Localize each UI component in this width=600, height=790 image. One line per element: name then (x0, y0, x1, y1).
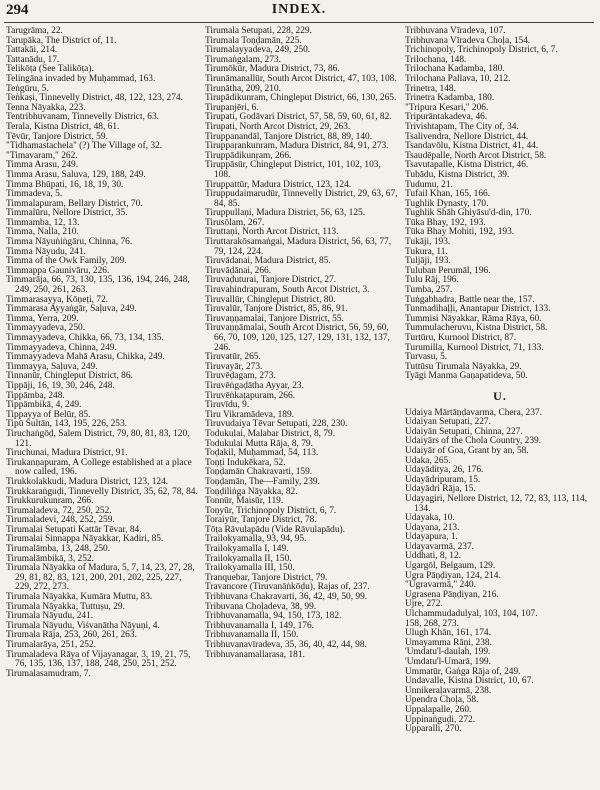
index-entry: Tirumōkūr, Madura District, 73, 86. (205, 64, 340, 75)
index-entry: Tribhuvanamalla I, 149, 176. (205, 620, 315, 631)
index-entry: Trailokyamalla III, 150. (205, 563, 295, 574)
index-entry: Tiruchunai, Madura District, 91. (6, 448, 128, 459)
index-entry: Trailokyamalla II, 150. (205, 553, 292, 564)
index-entry: Tiruttarakōsamaṅgai, Madura District, 56, 63, 77, 79, 124, 224. (205, 237, 392, 257)
index-column-left (6, 27, 198, 679)
index-entry: Tiruvatūr, 265. (205, 352, 261, 363)
index-entry: Turtūru, Kurnool District, 87. (405, 333, 517, 343)
index-entry: Timmayyadeva, Chinna, 249. (6, 342, 117, 353)
index-entry: Udayaka, 10. (405, 513, 455, 524)
index-entry: Tumba, 257. (405, 285, 453, 296)
index-entry: Tippāmba, 248. (6, 390, 65, 401)
section-heading-u: U. (493, 388, 507, 403)
index-entry: Tiruvādanai, Madura District, 85. (205, 256, 331, 267)
index-entry: Tuttūsu Tirumala Nāyakka, 29. (405, 361, 522, 372)
index-entry: Tsaudēpalle, North Arcot District, 58. (405, 150, 547, 161)
index-entry: Tribhuvana Chakravarti, 36, 42, 49, 50, 99. (205, 592, 368, 603)
index-entry: Telikōṭa (See Talikōṭa). (6, 64, 94, 75)
index-entry: Tippāmbikā, 4, 249. (6, 400, 82, 411)
index-entry: Timmayyadeva, Chikka, 66, 73, 134, 135. (6, 333, 164, 343)
index-entry: Timma Nāyudu, 241. (6, 246, 86, 257)
index-entry: Timmadeva, 5. (6, 189, 63, 200)
index-entry: Toṇḍamān Chakravarti, 159. (205, 467, 313, 478)
index-entry: Tulu Rāj, 196. (405, 275, 459, 286)
index-entry: Timmamba, 12, 13. (6, 217, 80, 228)
index-entry: Tirukanṇapuram, A College established at a place now called, 196. (6, 457, 192, 478)
index-entry: Tirumala Nāyudu, 241. (6, 611, 94, 622)
index-entry: Tiruppattūr, Madura District, 123, 124. (205, 179, 352, 190)
index-entry: Tonnūr, Maisūr, 119. (205, 496, 284, 507)
index-entry: Tiruvēṅgaḍātha Ayyar, 23. (205, 380, 304, 391)
index-entry: Tsalivendra, Nellore District, 44. (405, 131, 529, 142)
index-entry: Udayavarmā, 237. (405, 541, 474, 552)
index-entry: Tukura, 11. (405, 246, 448, 257)
index-entry: Tribhuvanamalla II, 150. (205, 630, 299, 641)
index-entry: Tsavutapalle, Kistna District, 46. (405, 160, 529, 171)
index-entry: Tudumu, 21. (405, 179, 453, 190)
index-entry: Tyāgi Manma Gaṇapatideva, 50. (405, 371, 528, 382)
index-entry: Udayagiri, Nellore District, 12, 72, 83, 113, 114, 134. (405, 493, 588, 514)
index-entry: Tripurāntakadeva, 46. (405, 112, 488, 123)
index-entry: Tuljāji, 193. (405, 256, 451, 267)
index-entry: Teṅkaṣi, Tinnevelly District, 48, 122, 123, 274. (6, 93, 183, 104)
index-entry: Tirumala Rāja, 253, 260, 261, 263. (6, 630, 137, 641)
index-entry: Tribhuvanamallarasa, 181. (205, 649, 305, 660)
index-entry: Ugra Pāṇḍiyan, 124, 214. (405, 570, 501, 581)
index-entry: Tentribhuvanam, Tinnevelly District, 63. (6, 112, 159, 123)
index-entry: "Tripura Kesari," 206. (405, 102, 489, 113)
index-entry: Toraiyūr, Tanjore District, 78. (205, 515, 317, 526)
index-entry: Tiruvayār, 273. (205, 361, 263, 372)
index-entry: Tirumala Setupati, 228, 229. (205, 26, 312, 36)
index-entry: Tirumalai Setupati Kattār Tēvar, 84. (6, 524, 142, 535)
index-entry: Tirukkaraṅguḍi, Tinnevelly District, 35, 62, 78, 84. (6, 486, 198, 497)
index-entry: 'Umdatu'l-Umarā, 199. (405, 657, 491, 667)
index-entry: Tribhuvanamalla, 94, 150, 173, 182. (205, 611, 342, 622)
index-entry: Tirumalayyadeva, 249, 250. (205, 45, 311, 56)
index-entry: Tirupati, Godāvari District, 57, 58, 59, 60, 61, 82. (205, 112, 392, 123)
index-entry: Tiruttaṇi, North Arcot District, 113. (205, 227, 339, 238)
index-entry: Tiruvaṇṇamalai, Tanjore District, 55. (205, 313, 344, 324)
index-entry: Timmalapuram, Bellary District, 70. (6, 198, 143, 209)
page-title: INDEX. (271, 2, 327, 17)
index-entry: Tribhuvana Vīradeva Choḷa, 154. (405, 35, 531, 46)
index-entry: Timmayyadeva Mahā Arasu, Chikka, 249. (6, 352, 165, 363)
index-entry: Uppalapalle, 260. (405, 704, 472, 715)
index-entry: Todukulai, Malabar District, 8, 79. (205, 428, 336, 439)
index-entry: Tiruppāsūr, Chingleput District, 101, 102, 103, 108. (205, 160, 381, 180)
index-entry: 'Umdatu'l-daulah, 199. (405, 647, 491, 658)
index-entry: Timma, Nalla, 210. (6, 227, 79, 238)
index-entry: Tinnanūr, Chingleput District, 86. (6, 371, 133, 382)
index-entry: Tūka Bhay, 192, 193. (405, 217, 486, 228)
index-entry: Terala, Kistna District, 48, 61. (6, 121, 120, 132)
index-column-middle (205, 27, 398, 660)
index-entry: "Tidhamastachela" (?) The Village of, 32. (6, 141, 163, 152)
index-entry: Tughlik Dynasty, 170. (405, 198, 489, 209)
index-entry: Timma of the Owk Family, 209. (6, 256, 127, 267)
index-entry: Timmalūru, Nellore District, 35. (6, 208, 128, 219)
index-entry: Tirumalāmba, 13, 248, 250. (6, 544, 111, 555)
index-entry: Tirupādikunram, Chingleput District, 66, 130, 265. (205, 93, 397, 104)
index-entry: Tirumaladeva Rāya of Vijayanagar, 3, 19, 21, 75, 76, 135, 136, 137, 188, 248, 250, 251, 252. (6, 649, 191, 670)
index-entry: Tirumala Nāyakka, Kumāra Muttu, 83. (6, 592, 153, 603)
index-entry: Udaiyān Setupati, Chinna, 227. (405, 426, 523, 437)
index-entry: Timmappa Gaunivāru, 226. (6, 265, 110, 276)
index-entry: Trilochana, 148. (405, 54, 467, 65)
index-entry: Toṇṭi Indukēkara, 52. (205, 457, 286, 468)
index-entry: Tippāji, 16, 19, 30, 246, 248. (6, 380, 115, 391)
index-entry: Umayamma Rāṇi, 238. (405, 637, 492, 648)
index-entry: Tirumala Toṇḍamān, 225. (205, 35, 302, 46)
index-entry: Tirumala Nāyakka of Madura, 5, 7, 14, 23, 27, 28, 29, 81, 82, 83, 121, 200, 201, 202, 225, 227, 229, 272, 273. (6, 563, 195, 593)
index-entry: Toḍakil, Muḥammad, 54, 113. (205, 448, 319, 459)
index-entry: Undavalle, Kistna District, 10, 67. (405, 676, 534, 687)
index-entry: Uddhati, 8, 12. (405, 551, 461, 562)
index-entry: Ujre, 272. (405, 599, 443, 610)
index-entry: Tiruppādikunṛam, 266. (205, 150, 292, 161)
index-entry: Udayāditya, 26, 176. (405, 465, 484, 476)
index-entry: Trailokyamalla, 93, 94, 95. (205, 534, 307, 545)
index-entry: Tōṭa Rāvulapādu (Vide Rāvulapādu). (205, 524, 346, 535)
index-entry: Toṇḍamān, The—Family, 239. (205, 476, 320, 487)
index-entry: Tunmadihaḷḷi, Anantapur District, 133. (405, 304, 551, 315)
index-entry: Timmarasa Ayyaṅgār, Saḷuva, 249. (6, 304, 137, 315)
index-entry: Tirukkolakkudi, Madura District, 123, 124. (6, 476, 169, 487)
index-entry: "Timavaram," 262. (6, 150, 78, 161)
index-entry: Toṇḍiliṅga Nāyakka, 82. (205, 486, 298, 497)
index-entry: Tarugrāma, 22. (6, 26, 63, 36)
index-entry: Tiruvahindrapuram, South Arcot District, 3. (205, 285, 370, 296)
index-entry: Tiruchaṅgōḍ, Salem District, 79, 80, 81, 83, 120, 121. (6, 428, 190, 449)
index-entry: Timmarasayya, Kōṇeṭi, 72. (6, 294, 108, 305)
index-entry: Tirumalasamudram, 7. (6, 668, 91, 679)
index-entry: Timma Nāyuṅiṅgāru, Chinna, 76. (6, 237, 133, 248)
index-entry: Tirumala Nāyudu, Viśvanātha Nāyuṇi, 4. (6, 620, 160, 631)
index-entry: Timma Arasu, 249. (6, 160, 79, 171)
index-entry: Toṇyūr, Trichinopoly District, 6, 7. (205, 505, 337, 516)
index-entry: Ummatūr, Gaṅga Rāja of, 249. (405, 666, 521, 677)
index-entry: Tippayya of Belūr, 85. (6, 409, 91, 420)
index-entry: Tummisi Nāyakkar, Rāma Rāya, 60. (405, 313, 542, 324)
index-entry: Tiruvēṅkaṭapuram, 266. (205, 390, 296, 401)
index-entry: Tenna Nāyakka, 223. (6, 102, 86, 113)
index-entry: Tirumaṅgalam, 273. (205, 54, 281, 65)
index-entry: Trivishtapam, The City of, 34. (405, 121, 519, 132)
index-entry: Udaiyārs of the Chola Country, 239. (405, 436, 542, 447)
index-entry: Tiruppullaṇi, Madura District, 56, 63, 125. (205, 208, 366, 219)
index-entry: Tiruvāḍānai, 266. (205, 265, 272, 276)
index-entry: Ulugh Khān, 161, 174. (405, 628, 491, 639)
index-entry: Tiruppudaimarudūr, Tinnevelly District, 29, 63, 67, 84, 85. (205, 189, 398, 209)
index-entry: Udaiyan Setupati, 227. (405, 417, 491, 428)
index-entry: Tsandavōlu, Kistna District, 41, 44. (405, 141, 539, 152)
index-entry: Tubādu, Kistna District, 39. (405, 169, 510, 180)
index-entry: Trilochana Pallava, 10, 212. (405, 73, 511, 84)
index-entry: Tirunāmanallūr, South Arcot District, 47, 103, 108. (205, 73, 397, 84)
index-entry: Ulchammudadulyal, 103, 104, 107. (405, 609, 538, 620)
index-entry: Trailokyamalla I, 149. (205, 544, 289, 555)
index-entry: Tirumaladevi, 248, 252, 259. (6, 515, 115, 526)
index-entry: Todukulai Mutta Rāja, 8, 79. (205, 438, 313, 449)
index-entry: Tiruvīdu, 9. (205, 400, 250, 411)
index-entry: Timma Bhūpati, 16, 18, 19, 30. (6, 179, 124, 190)
index-entry: Tukāji, 193. (405, 237, 451, 248)
index-entry: Unnikeraḷavarmā, 238. (405, 685, 492, 696)
index-entry: Timmayya, Saḷuva, 249. (6, 361, 98, 372)
index-entry: Tirunātha, 209, 210. (205, 83, 281, 94)
index-entry: Tirumalarāya, 251, 252. (6, 640, 97, 650)
index-entry: Tranquebar, Tanjore District, 79. (205, 572, 328, 583)
index-entry: Uppinaṅguḍi, 272. (405, 714, 476, 725)
index-entry: Tattanādu, 17. (6, 54, 60, 65)
index-entry: Ugrasena Pāṇḍiyan, 216. (405, 589, 499, 600)
index-entry: Upparalli, 270. (405, 724, 462, 735)
index-entry: Tufail Khan, 165, 166. (405, 189, 491, 200)
index-entry: Trinetra Kadamba, 180. (405, 93, 495, 104)
index-entry: Tarupāka, The District of, 11. (6, 35, 117, 46)
index-entry: Tuṅgabhadra, Battle near the, 157. (405, 294, 535, 305)
index-entry: Tuluban Perumāl, 196. (405, 265, 491, 276)
index-entry: Timmarāja, 66, 73, 130, 135, 136, 194, 246, 248, 249, 250, 261, 263. (6, 275, 190, 296)
index-entry: Udaka, 265. (405, 455, 451, 466)
index-entry: Tirumalāmbikā, 3, 252. (6, 553, 94, 564)
index-entry: Tribuvana Choḷadeva, 38, 99. (205, 601, 317, 612)
index-entry: Trilochana Kadamba, 180. (405, 64, 505, 75)
index-entry: Trichinopoly, Trichinopoly District, 6, 7. (405, 45, 558, 56)
index-entry: 158, 268, 273. (405, 618, 459, 629)
index-entry: Tiruvalūr, Tanjore District, 85, 86, 91. (205, 304, 348, 315)
index-entry: Tiruvudaiya Tēvar Setupati, 228, 230. (205, 419, 348, 430)
index-entry: Tiruvēḍagam, 273. (205, 371, 276, 382)
index-entry: Turumilla, Kurnool District, 71, 133. (405, 342, 544, 353)
index-entry: Tummulacheruvu, Kistna District, 58. (405, 323, 548, 334)
index-entry: Tēvūr, Tanjore District, 59. (6, 131, 108, 142)
index-entry: Timma Arasu, Saluva, 129, 188, 249. (6, 169, 146, 180)
index-entry: Tirupati, North Arcot District, 29, 263. (205, 121, 351, 132)
index-entry: Tirukkurukunram, 266. (6, 496, 94, 507)
index-entry: Udayādri Rāja, 15. (405, 484, 476, 495)
index-entry: Tūka Bhay Mohiti, 192, 193. (405, 227, 515, 238)
index-entry: Timma, Yerra, 209. (6, 313, 79, 324)
page-number: 294 (6, 2, 29, 18)
index-entry: Tiruvaḍuturai, Tanjore District, 27. (205, 275, 337, 286)
index-entry: Trinetra, 148. (405, 83, 456, 94)
index-entry: Tirumaladeva, 72, 250, 252. (6, 505, 112, 516)
index-entry: Tipū Sultān, 143, 195, 226, 253. (6, 419, 128, 430)
index-entry: Tirumala Nāyakka, Tuttuṣu, 29. (6, 601, 125, 612)
index-entry: Udayapura, 1. (405, 532, 458, 543)
index-entry: Upendra Choḷa, 58. (405, 695, 479, 706)
index-column-right (405, 27, 595, 735)
index-entry: Udayana, 213. (405, 522, 460, 533)
index-entry: Travancore (Tiruvanāṅkōḍu), Rajas of, 237. (205, 582, 370, 593)
index-entry: Udaiya Mārtāṇḍavarma, Chera, 237. (405, 407, 542, 418)
index-entry: Turvasu, 5. (405, 352, 448, 363)
index-entry: Timmayyadeva, 250. (6, 323, 86, 334)
index-entry: Telingāna invaded by Muḥammad, 163. (6, 73, 156, 84)
index-entry: Tirumalai Sinnappa Nāyakkar, Kadiri, 85. (6, 534, 164, 545)
index-entry: Udayādripuram, 15. (405, 474, 481, 485)
index-entry: Teṅgūru, 5. (6, 83, 49, 94)
page-header (6, 2, 592, 18)
index-entry: Tiruvaṇṇāmalai, South Arcot District, 56, 59, 60, 66, 70, 109, 120, 125, 127, 129, 131, 132, 137, 246. (205, 323, 390, 353)
index-entry: Tiruppanandāl, Tanjore District, 88, 89, 140. (205, 131, 373, 142)
index-entry: Tribhuvana Vīradeva, 107. (405, 26, 506, 36)
index-entry: Ugargōl, Belgaum, 129. (405, 561, 496, 572)
index-entry: "Ugravarmā," 240. (405, 580, 476, 591)
index-entry: Tiruppaṛankunram, Madura District, 84, 91, 273. (205, 141, 389, 152)
index-entry: Tiruvallūr, Chingleput District, 80. (205, 294, 336, 305)
header-rule (4, 22, 594, 23)
index-entry: Udaiyār of Goa, Grant by an, 58. (405, 445, 529, 456)
index-entry: Tribhuvanavīradeva, 35, 36, 40, 42, 44, 98. (205, 640, 367, 650)
index-entry: Tirusōlam, 267. (205, 217, 265, 228)
index-entry: Tirupanjēri, 6. (205, 102, 259, 113)
index-entry: Tughlik Shāh Ghiyāsu'd-din, 170. (405, 208, 532, 219)
index-entry: Tattakāi, 214. (6, 45, 58, 56)
index-entry: Tiru Vikramādeva, 189. (205, 409, 295, 420)
